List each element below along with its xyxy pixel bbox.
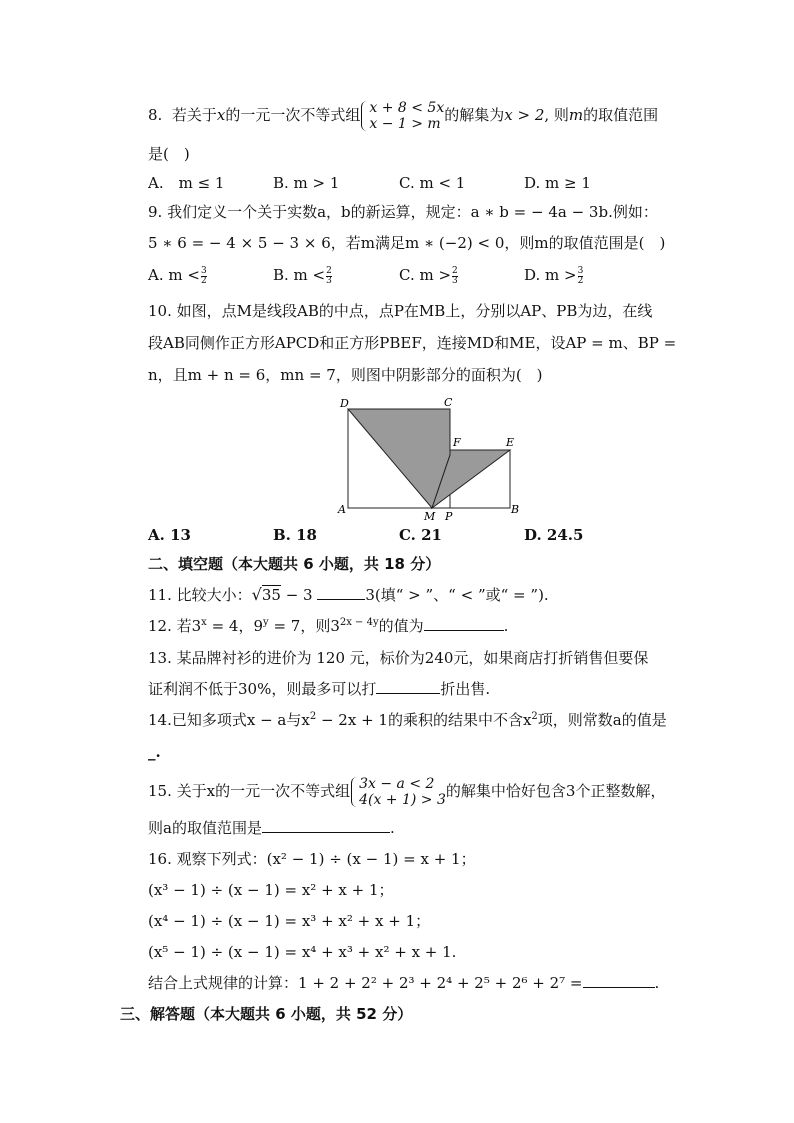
q10-figure — [336, 395, 536, 525]
q8-line1: 8. 若关于x的一元一次不等式组 x + 8 < 5x x − 1 > m 的解集为x > 2, 则m的取值范围 — [148, 100, 659, 132]
q16-line2: (x³ − 1) ÷ (x − 1) = x² + x + 1； — [148, 881, 394, 899]
q10-option-d: D. 24.5 — [524, 526, 584, 544]
q10-line2: 段AB同侧作正方形APCD和正方形PBEF，连接MD和ME，设AP = m、BP = — [148, 334, 677, 352]
q9-option-b: B. m < $\frac{2}{3}$ — [273, 265, 332, 286]
section-2-heading: 二、填空题（本大题共 6 小题，共 18 分） — [148, 555, 441, 573]
q16-line4: (x⁵ − 1) ÷ (x − 1) = x⁴ + x³ + x² + x + 1. — [148, 943, 457, 961]
label-c: C — [444, 396, 453, 409]
q8-option-b: B. m > 1 — [273, 174, 340, 192]
label-a: A — [338, 503, 346, 516]
label-p: P — [445, 510, 453, 523]
label-m: M — [424, 510, 436, 523]
q8-option-c: C. m < 1 — [399, 174, 466, 192]
shaded-triangle-dmp — [348, 409, 450, 508]
q14-line2: _. — [148, 743, 161, 761]
q12-answer-blank[interactable] — [424, 616, 504, 631]
q13-line1: 13. 某品牌衬衫的进价为 120 元，标价为240元，如果商店打折销售但要保 — [148, 649, 649, 667]
q16-answer-blank[interactable] — [583, 973, 655, 988]
q13-answer-blank[interactable] — [376, 679, 440, 694]
q14-line1: 14.已知多项式x − a与$x^2 - 2x + 1$的乘积的结果中不含$x^2$项，则常数a的值是 — [148, 711, 667, 729]
q9-option-c: C. m > $\frac{2}{3}$ — [399, 265, 458, 286]
q9-option-d: D. m > $\frac{3}{2}$ — [524, 265, 584, 286]
q15-line2: 则a的取值范围是 . — [148, 819, 395, 837]
q8-system: x + 8 < 5x x − 1 > m — [360, 100, 444, 132]
section-3-heading: 三、解答题（本大题共 6 小题，共 52 分） — [120, 1005, 413, 1023]
q16-line3: (x⁴ − 1) ÷ (x − 1) = x³ + x² + x + 1； — [148, 912, 431, 930]
q8-line2: 是( ) — [148, 145, 190, 163]
q10-line1: 10. 如图，点M是线段AB的中点，点P在MB上，分别以AP、PB为边，在线 — [148, 302, 653, 320]
q13-line2: 证利润不低于30%，则最多可以打 折出售. — [148, 680, 491, 698]
q9-option-a: A. m < $\frac{3}{2}$ — [148, 265, 207, 286]
q10-option-c: C. 21 — [399, 526, 442, 544]
q9-line1: 9. 我们定义一个关于实数a，b的新运算，规定：a ∗ b = − 4a − 3b.例如： — [148, 203, 658, 221]
q9-line2: 5 ∗ 6 = − 4 × 5 − 3 × 6，若m满足m ∗ (−2) < 0，则m的取值范围是( ) — [148, 234, 666, 252]
q10-option-a: A. 13 — [148, 526, 191, 544]
q15-system: 3x − a < 2 4(x + 1) > 3 — [350, 776, 446, 808]
q16-line5: 结合上式规律的计算：1 + 2 + 2² + 2³ + 2⁴ + 2⁵ + 2⁶ + 2⁷ = . — [148, 974, 660, 992]
q15-answer-blank[interactable] — [262, 818, 390, 833]
q11: 11. 比较大小：√35 − 3 3(填“ > ”、“ < ”或“ = ”). — [148, 585, 549, 604]
q16-line1: 16. 观察下列式：(x² − 1) ÷ (x − 1) = x + 1； — [148, 850, 476, 868]
label-b: B — [511, 503, 520, 516]
label-d: D — [340, 397, 349, 410]
label-e: E — [506, 436, 515, 449]
q10-option-b: B. 18 — [273, 526, 317, 544]
q8-option-d: D. m ≥ 1 — [524, 174, 591, 192]
q8-option-a: A. m ≤ 1 — [148, 174, 225, 192]
q11-answer-blank[interactable] — [317, 585, 365, 600]
q15-line1: 15. 关于x的一元一次不等式组 3x − a < 2 4(x + 1) > 3的解集中恰好包含3个正整数解， — [148, 776, 666, 808]
q10-line3: n，且m + n = 6，mn = 7，则图中阴影部分的面积为( ) — [148, 366, 543, 384]
q12: 12. 若$3^x = 4$，$9^y = 7$，则$3^{2x - 4y}$的值为 . — [148, 617, 509, 635]
label-f: F — [453, 436, 461, 449]
